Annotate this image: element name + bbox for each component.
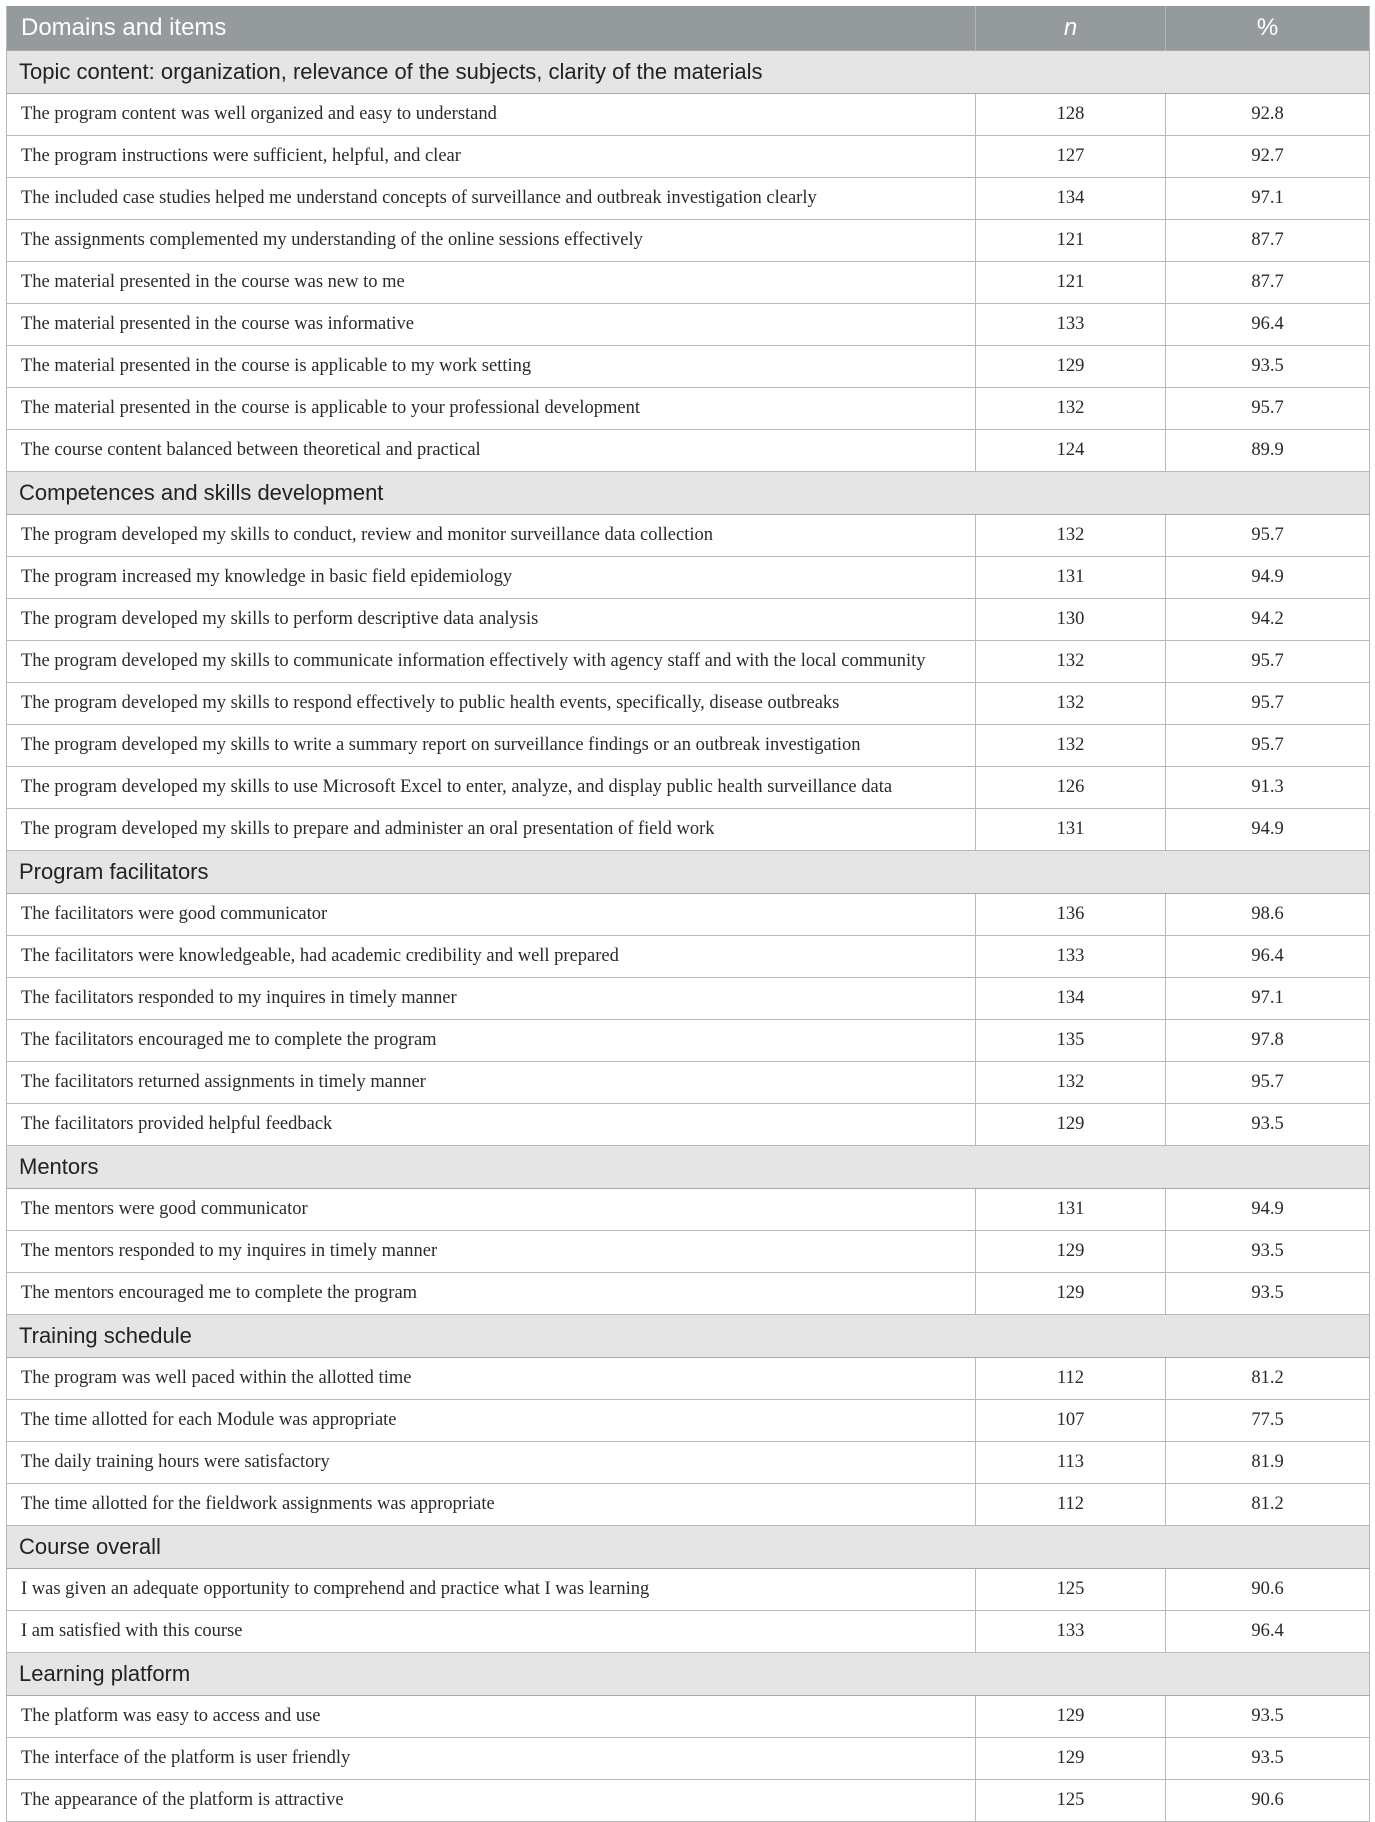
row-n-value: 128 (976, 94, 1166, 136)
table-row (7, 894, 1370, 936)
section-header-row (7, 51, 1370, 94)
section-title: Course overall (7, 1526, 1370, 1569)
row-n-value: 134 (976, 978, 1166, 1020)
table-row (7, 1189, 1370, 1231)
table-row (7, 1062, 1370, 1104)
row-n-value: 135 (976, 1020, 1166, 1062)
table-row (7, 1484, 1370, 1526)
survey-results-table (6, 6, 1370, 1822)
section-title: Program facilitators (7, 851, 1370, 894)
row-item-text: The program developed my skills to perform descriptive data analysis (7, 599, 976, 641)
row-n-value: 113 (976, 1442, 1166, 1484)
row-n-value: 124 (976, 430, 1166, 472)
table-row (7, 304, 1370, 346)
row-percent-value: 93.5 (1166, 1231, 1370, 1273)
row-item-text: The program was well paced within the allotted time (7, 1358, 976, 1400)
row-n-value: 129 (976, 1273, 1166, 1315)
table-row (7, 430, 1370, 472)
row-percent-value: 95.7 (1166, 388, 1370, 430)
row-n-value: 134 (976, 178, 1166, 220)
table-row (7, 136, 1370, 178)
row-percent-value: 94.9 (1166, 809, 1370, 851)
row-percent-value: 91.3 (1166, 767, 1370, 809)
row-n-value: 125 (976, 1780, 1166, 1822)
row-n-value: 133 (976, 936, 1166, 978)
row-percent-value: 77.5 (1166, 1400, 1370, 1442)
row-percent-value: 93.5 (1166, 1738, 1370, 1780)
row-percent-value: 97.1 (1166, 178, 1370, 220)
table-row (7, 1738, 1370, 1780)
header-percent: % (1166, 6, 1370, 51)
row-n-value: 127 (976, 136, 1166, 178)
row-item-text: The appearance of the platform is attractive (7, 1780, 976, 1822)
table-row (7, 94, 1370, 136)
row-item-text: The program developed my skills to conduct, review and monitor surveillance data collection (7, 515, 976, 557)
table-row (7, 1780, 1370, 1822)
survey-table-container (6, 6, 1369, 1822)
row-percent-value: 95.7 (1166, 515, 1370, 557)
table-row (7, 936, 1370, 978)
row-n-value: 132 (976, 515, 1166, 557)
row-item-text: The program developed my skills to communicate information effectively with agency staff and with the local community (7, 641, 976, 683)
row-percent-value: 90.6 (1166, 1569, 1370, 1611)
table-row (7, 1400, 1370, 1442)
header-domains-items: Domains and items (7, 6, 976, 51)
row-item-text: The program increased my knowledge in basic field epidemiology (7, 557, 976, 599)
table-row (7, 515, 1370, 557)
row-percent-value: 95.7 (1166, 725, 1370, 767)
header-row (7, 6, 1370, 51)
row-item-text: The material presented in the course is applicable to my work setting (7, 346, 976, 388)
row-percent-value: 96.4 (1166, 936, 1370, 978)
row-item-text: The daily training hours were satisfactory (7, 1442, 976, 1484)
table-row (7, 978, 1370, 1020)
row-percent-value: 93.5 (1166, 1104, 1370, 1146)
row-percent-value: 96.4 (1166, 1611, 1370, 1653)
table-row (7, 220, 1370, 262)
row-item-text: The program developed my skills to use Microsoft Excel to enter, analyze, and display public health surveillance data (7, 767, 976, 809)
row-n-value: 107 (976, 1400, 1166, 1442)
row-n-value: 133 (976, 304, 1166, 346)
row-n-value: 132 (976, 1062, 1166, 1104)
row-n-value: 136 (976, 894, 1166, 936)
table-row (7, 1273, 1370, 1315)
row-percent-value: 93.5 (1166, 1273, 1370, 1315)
row-n-value: 129 (976, 1738, 1166, 1780)
table-row (7, 388, 1370, 430)
row-percent-value: 87.7 (1166, 262, 1370, 304)
row-percent-value: 93.5 (1166, 346, 1370, 388)
row-item-text: The included case studies helped me understand concepts of surveillance and outbreak investigation clearly (7, 178, 976, 220)
section-header-row (7, 1653, 1370, 1696)
row-item-text: The platform was easy to access and use (7, 1696, 976, 1738)
row-item-text: The course content balanced between theoretical and practical (7, 430, 976, 472)
row-percent-value: 93.5 (1166, 1696, 1370, 1738)
row-percent-value: 94.2 (1166, 599, 1370, 641)
row-n-value: 129 (976, 1231, 1166, 1273)
row-n-value: 131 (976, 557, 1166, 599)
row-percent-value: 87.7 (1166, 220, 1370, 262)
row-item-text: The mentors responded to my inquires in timely manner (7, 1231, 976, 1273)
table-header (7, 6, 1370, 51)
row-percent-value: 97.1 (1166, 978, 1370, 1020)
table-row (7, 1442, 1370, 1484)
row-n-value: 133 (976, 1611, 1166, 1653)
row-n-value: 130 (976, 599, 1166, 641)
row-item-text: The material presented in the course was new to me (7, 262, 976, 304)
table-row (7, 1104, 1370, 1146)
row-item-text: I was given an adequate opportunity to comprehend and practice what I was learning (7, 1569, 976, 1611)
row-percent-value: 95.7 (1166, 641, 1370, 683)
row-n-value: 121 (976, 262, 1166, 304)
table-row (7, 599, 1370, 641)
section-header-row (7, 1526, 1370, 1569)
row-n-value: 132 (976, 683, 1166, 725)
row-percent-value: 98.6 (1166, 894, 1370, 936)
table-row (7, 346, 1370, 388)
row-n-value: 112 (976, 1358, 1166, 1400)
row-percent-value: 81.9 (1166, 1442, 1370, 1484)
row-n-value: 132 (976, 641, 1166, 683)
table-row (7, 1231, 1370, 1273)
row-item-text: The program developed my skills to write a summary report on surveillance findings or an outbreak investigation (7, 725, 976, 767)
row-item-text: The material presented in the course was informative (7, 304, 976, 346)
row-item-text: The time allotted for each Module was appropriate (7, 1400, 976, 1442)
section-title: Topic content: organization, relevance of the subjects, clarity of the materials (7, 51, 1370, 94)
row-n-value: 126 (976, 767, 1166, 809)
table-row (7, 767, 1370, 809)
row-item-text: The program content was well organized and easy to understand (7, 94, 976, 136)
row-n-value: 112 (976, 1484, 1166, 1526)
row-item-text: The program developed my skills to respond effectively to public health events, specifically, disease outbreaks (7, 683, 976, 725)
row-item-text: The interface of the platform is user friendly (7, 1738, 976, 1780)
header-n: n (976, 6, 1166, 51)
row-percent-value: 94.9 (1166, 1189, 1370, 1231)
row-n-value: 129 (976, 1104, 1166, 1146)
row-percent-value: 95.7 (1166, 1062, 1370, 1104)
table-row (7, 557, 1370, 599)
row-item-text: The assignments complemented my understanding of the online sessions effectively (7, 220, 976, 262)
table-row (7, 1569, 1370, 1611)
row-n-value: 132 (976, 388, 1166, 430)
row-item-text: The facilitators returned assignments in timely manner (7, 1062, 976, 1104)
row-item-text: The program instructions were sufficient, helpful, and clear (7, 136, 976, 178)
row-n-value: 129 (976, 1696, 1166, 1738)
section-header-row (7, 1146, 1370, 1189)
row-item-text: The facilitators were knowledgeable, had academic credibility and well prepared (7, 936, 976, 978)
row-percent-value: 92.8 (1166, 94, 1370, 136)
table-row (7, 725, 1370, 767)
table-row (7, 262, 1370, 304)
row-percent-value: 95.7 (1166, 683, 1370, 725)
row-item-text: I am satisfied with this course (7, 1611, 976, 1653)
row-n-value: 131 (976, 1189, 1166, 1231)
row-item-text: The mentors were good communicator (7, 1189, 976, 1231)
row-percent-value: 94.9 (1166, 557, 1370, 599)
table-row (7, 809, 1370, 851)
row-percent-value: 81.2 (1166, 1484, 1370, 1526)
row-percent-value: 92.7 (1166, 136, 1370, 178)
row-percent-value: 96.4 (1166, 304, 1370, 346)
row-percent-value: 90.6 (1166, 1780, 1370, 1822)
table-row (7, 1358, 1370, 1400)
table-row (7, 1611, 1370, 1653)
row-n-value: 125 (976, 1569, 1166, 1611)
row-item-text: The time allotted for the fieldwork assignments was appropriate (7, 1484, 976, 1526)
table-row (7, 683, 1370, 725)
row-item-text: The facilitators encouraged me to complete the program (7, 1020, 976, 1062)
section-title: Training schedule (7, 1315, 1370, 1358)
row-item-text: The material presented in the course is applicable to your professional development (7, 388, 976, 430)
section-title: Mentors (7, 1146, 1370, 1189)
row-n-value: 129 (976, 346, 1166, 388)
row-percent-value: 97.8 (1166, 1020, 1370, 1062)
row-item-text: The facilitators provided helpful feedback (7, 1104, 976, 1146)
row-n-value: 132 (976, 725, 1166, 767)
row-n-value: 121 (976, 220, 1166, 262)
table-row (7, 178, 1370, 220)
table-row (7, 1020, 1370, 1062)
section-title: Learning platform (7, 1653, 1370, 1696)
row-item-text: The facilitators were good communicator (7, 894, 976, 936)
table-row (7, 641, 1370, 683)
section-header-row (7, 1315, 1370, 1358)
row-item-text: The program developed my skills to prepare and administer an oral presentation of field work (7, 809, 976, 851)
row-item-text: The facilitators responded to my inquires in timely manner (7, 978, 976, 1020)
row-n-value: 131 (976, 809, 1166, 851)
section-header-row (7, 472, 1370, 515)
section-header-row (7, 851, 1370, 894)
table-body (7, 51, 1370, 1822)
table-row (7, 1696, 1370, 1738)
row-percent-value: 81.2 (1166, 1358, 1370, 1400)
row-item-text: The mentors encouraged me to complete the program (7, 1273, 976, 1315)
section-title: Competences and skills development (7, 472, 1370, 515)
row-percent-value: 89.9 (1166, 430, 1370, 472)
